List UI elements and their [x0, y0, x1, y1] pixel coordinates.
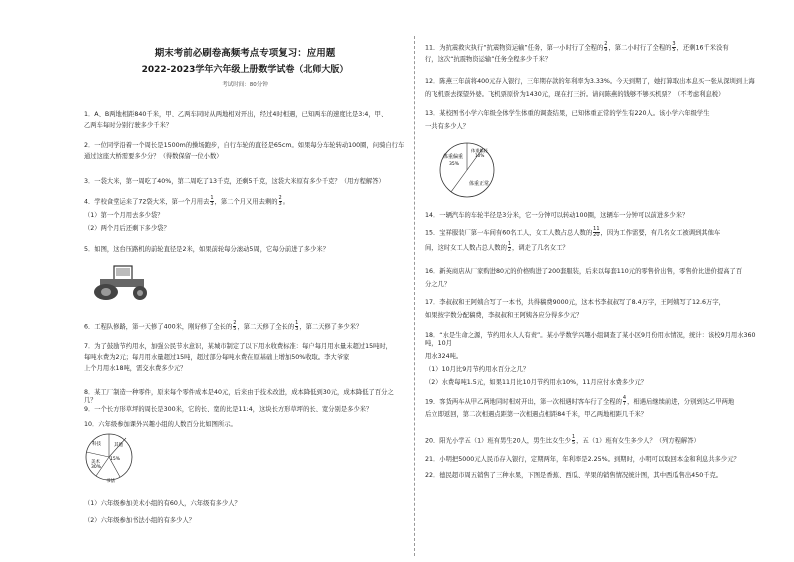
- fraction: $\frac{3}{5}$: [672, 41, 676, 53]
- question-8: 8．某工厂制造一种零件，原来每个零件成本是40元，后来由于技术改进，成本降低到30元，成本降低了百分之几？: [84, 389, 394, 404]
- question-10: 10．六年级参加课外兴趣小组的人数百分比如图所示。: [84, 421, 237, 428]
- question-3: 3．一袋大米，第一周吃了40%，第二周吃了13千克，还剩5千克，这袋大米原有多少千克？（用方程解答）: [84, 178, 385, 185]
- question-11: 11．为抗震救灾执行“抗震物资运输”任务，第一小时行了全程的 $\frac{2}{9}$ ，第二小时行了全程的 $\frac{3}{5}$ ，还剩16千米没有 行，这次“抗震物资运输”任务全程多少千米？: [425, 41, 729, 63]
- fraction: $\frac{2}{9}$: [604, 41, 608, 53]
- question-9: 9．一个长方形草坪的周长是300米，它的长、宽的比是11:4，这块长方形草坪的长、宽分别是多少米？: [84, 406, 373, 413]
- question-15: 15．宝祥服装厂第一车间有60名工人，女工人数占总人数的 $\frac{11}{20}$ ，因为工作需要，有几名女工被调到其他车 间，这时女工人数占总人数的 $\frac{1}{2}$ ，调走了几名女工？: [425, 226, 721, 253]
- body-weight-pie-chart: [427, 140, 511, 200]
- question-14: 14．一辆汽车的车轮半径是3分米，它一分钟可以转动100圈，这辆车一分钟可以前进多少米？: [425, 212, 689, 219]
- road-roller-image: [92, 262, 154, 302]
- question-16: 16．新英商店从厂家购进80元的价格购进了200套服装，后来以每套110元的零售价出售，零售价比进价提高了百 分之几？: [425, 268, 743, 288]
- fraction: $\frac{1}{2}$: [507, 241, 512, 253]
- pie-label-normal: 体重正常: [469, 181, 490, 187]
- question-17: 17．李叔叔和王阿姨合写了一本书，共得稿费9000元，这本书李叔叔写了8.4万字，王阿姨写了12.6万字， 如果按字数分配稿费，李叔叔和王阿姨各应分得多少元？: [425, 299, 725, 319]
- pie-label-calligraphy: 书法: [106, 479, 115, 484]
- fraction: $\frac{1}{3}$: [210, 195, 214, 207]
- question-20: 20．阳光小学五（1）班有男生20人，男生比女生少 $\frac{1}{5}$ ，五（1）班有女生多少人？（列方程解答）: [425, 434, 700, 446]
- question-6: 6．工程队修路，第一天修了400米，刚好修了全长的 $\frac{2}{5}$ ，第二天修了全长的 $\frac{1}{3}$ ，第二天修了多少米？: [84, 320, 363, 332]
- question-2: 2．一位同学沿着一个周长是1500m的操场跑步，自行车轮的直径是65cm。如果每分车轮转动100圈，问骑自行车 通过这座大桥需要多少分？（得数保留一位小数）: [84, 142, 405, 160]
- question-10-2: （2）六年级参加书法小组的有多少人？: [84, 517, 196, 524]
- fraction: $\frac{11}{20}$: [593, 226, 600, 238]
- fraction: $\frac{1}{3}$: [295, 320, 299, 332]
- fraction: $\frac{2}{3}$: [278, 195, 282, 207]
- page-subtitle: 2022-2023学年六年级上册数学试卷（北师大版）: [141, 65, 349, 75]
- roller-drum-hub: [101, 288, 111, 296]
- pie-label-science: 科技: [92, 442, 101, 447]
- pie-label-art-pct: 30%: [91, 465, 102, 470]
- pie-label-overweight-pct: 35%: [449, 162, 460, 167]
- roller-window: [116, 268, 130, 276]
- question-13: 13．某校图书小学六年级全体学生体重的调查结果，已知体重正常的学生有220人。该小学六年级学生 一共有多少人？: [425, 110, 710, 130]
- question-12: 12．陈燕三年前将400元存入银行，三年期存款的年利率为3.33%。今天到期了，她打算取出本息买一张从深圳到上海 的飞机票去探望外婆。飞机票原价为1430元，现在打三折。请问陈燕的钱够不够买机票？（不考虑利息税）: [425, 78, 755, 98]
- question-7: 7．为了鼓励节约用水，加强公民节水意识，某城市制定了以下用水收费标准：每户每月用水量未超过15吨时， 每吨水费为2元；每月用水量超过15吨，超过部分每吨水费在原基础上增加50%收取。李大爷家 上个月用水18吨，需交水费多少元？: [84, 343, 392, 372]
- column-divider: [414, 36, 415, 556]
- question-21: 21．小明把5000元人民币存入银行，定期两年，年利率是2.25%。到期时，小明可以取回本金和利息共多少元？: [425, 456, 740, 463]
- pie-label-pct: 15%: [110, 457, 121, 462]
- pie-label-overweight: 体重偏重: [443, 154, 464, 160]
- question-18: 18．“水是生命之源，节约用水人人有责”。某小学数学兴趣小组调查了某小区9月份用水情况，统计：该校9月用水360吨，10月 用水324吨。 （1）10月比9月节约用水百分之几？ （2）水费每吨1.5元，如果11月比10月节约用水10%，11月应付水费多少元？: [425, 332, 756, 386]
- question-22: 22．德民超市周五销售了三种水果，下图是香蕉、西瓜、苹果的销售情况统计图，其中西瓜售出450千克。: [425, 472, 723, 479]
- question-10-1: （1）六年级参加美术小组的有60人，六年级有多少人？: [84, 500, 241, 507]
- fraction: $\frac{2}{5}$: [233, 320, 237, 332]
- question-19: 19．客货两车从甲乙两地同时相对开出，第一次相遇时客车行了全程的 $\frac{4}{7}$ ，相遇后继续前进，分别到达乙甲两地 后立即返回，第二次相遇点距第一次相遇点相距84千米，甲乙两地相距几千米？: [425, 395, 735, 418]
- pie-label-underweight: 体重偏轻: [471, 148, 488, 153]
- fraction: $\frac{1}{5}$: [571, 434, 576, 446]
- pie-label-underweight-pct: 10%: [475, 153, 485, 158]
- interest-group-pie-chart: [84, 430, 134, 484]
- roller-rear-hub: [137, 290, 143, 296]
- fraction: $\frac{4}{7}$: [622, 395, 627, 407]
- pie-label-other: 其他: [114, 443, 123, 448]
- question-1: 1．A、B两地相距840千米，甲、乙两车同时从两地相对开出，经过4时相遇，已知两车的速度比是3:4，甲、 乙两车每时分别行驶多少千米？: [84, 111, 388, 129]
- pie-label-art: 美术: [91, 460, 100, 465]
- exam-time: 考试时间：80分钟: [222, 82, 268, 88]
- question-4: 4．学校食堂运来了72袋大米，第一个月用去 $\frac{1}{3}$ ，第二个月又用去剩的 $\frac{2}{3}$ 。 （1）第一个月用去多少袋？ （2）两个月后还剩下多少袋？: [84, 195, 290, 232]
- page-title: 期末考前必刷卷高频考点专项复习：应用题: [154, 48, 336, 59]
- question-5: 5．如图，这台压路机的前轮直径是2米，如果前轮每分滚动5周，它每分前进了多少米？: [84, 246, 330, 253]
